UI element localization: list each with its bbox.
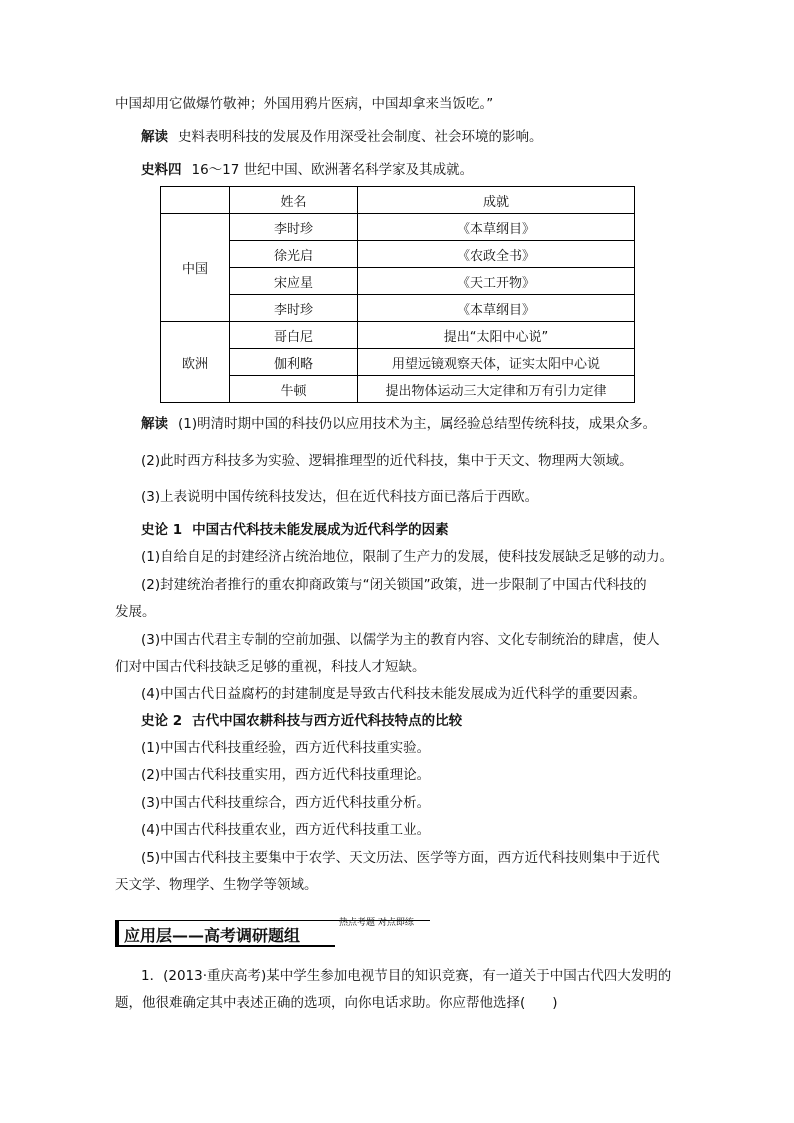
reading-paragraph-1 <box>141 127 543 147</box>
table-header-region <box>161 187 230 214</box>
theory-1-point-2-cont: 发展。 <box>115 604 156 620</box>
theory-1-point-3-cont: 们对中国古代科技缺乏足够的重视，科技人才短缺。 <box>115 659 426 675</box>
table-header-achievement: 成就 <box>358 187 635 214</box>
scientist-name: 宋应星 <box>230 268 358 295</box>
reading-label: 解读 <box>141 416 168 432</box>
theory-2-point-3: (3)中国古代科技重综合，西方近代科技重分析。 <box>141 795 431 811</box>
theory-title: 中国古代科技未能发展成为近代科学的因素 <box>192 522 449 538</box>
theory-1-point-3: (3)中国古代君主专制的空前加强、以儒学为主的教育内容、文化专制统治的肆虐，使人 <box>141 632 660 648</box>
table-header-row <box>161 187 635 214</box>
table-row <box>161 349 635 376</box>
region-cell-europe: 欧洲 <box>161 322 230 403</box>
theory-2-point-4: (4)中国古代科技重农业，西方近代科技重工业。 <box>141 822 431 838</box>
banner-title: 应用层——高考调研题组 <box>124 926 301 945</box>
source-text: 16～17 世纪中国、欧洲著名科学家及其成就。 <box>191 162 474 178</box>
table-row <box>161 376 635 403</box>
reading-text: 史料表明科技的发展及作用深受社会制度、社会环境的影响。 <box>178 129 543 145</box>
theory-label: 史论 1 <box>141 522 183 538</box>
table-row <box>161 295 635 322</box>
theory-2-point-2: (2)中国古代科技重实用，西方近代科技重理论。 <box>141 767 431 783</box>
theory-1-point-2: (2)封建统治者推行的重农抑商政策与“闭关锁国”政策，进一步限制了中国古代科技的 <box>141 577 647 593</box>
theory-2-point-5-cont: 天文学、物理学、生物学等领域。 <box>115 877 318 893</box>
question-1-line-2: 题，他很难确定其中表述正确的选项，向你电话求助。你应帮他选择( ) <box>115 995 558 1011</box>
table-row <box>161 268 635 295</box>
theory-label: 史论 2 <box>141 713 183 729</box>
reading-label: 解读 <box>141 129 168 145</box>
achievement: 用望远镜观察天体，证实太阳中心说 <box>358 349 635 376</box>
banner-bottom-rule <box>115 945 335 947</box>
theory-2-point-1: (1)中国古代科技重经验，西方近代科技重实验。 <box>141 740 431 756</box>
source-label: 史料四 <box>141 162 182 178</box>
table-row <box>161 241 635 268</box>
banner-subtitle: 热点考题 对点即练 <box>339 918 414 928</box>
continued-quote-line: 中国却用它做爆竹敬神；外国用鸦片医病，中国却拿来当饭吃。” <box>115 96 494 112</box>
theory-1-heading <box>141 520 449 540</box>
scientist-name: 徐光启 <box>230 241 358 268</box>
scientist-name: 伽利略 <box>230 349 358 376</box>
question-1-line-1: 1．(2013·重庆高考)某中学生参加电视节目的知识竞赛，有一道关于中国古代四大发明的 <box>141 968 672 984</box>
theory-1-point-4: (4)中国古代日益腐朽的封建制度是导致古代科技未能发展成为近代科学的重要因素。 <box>141 686 647 702</box>
achievement: 提出“太阳中心说” <box>358 322 635 349</box>
theory-1-point-1: (1)自给自足的封建经济占统治地位，限制了生产力的发展，使科技发展缺乏足够的动力。 <box>141 549 674 565</box>
reading-text: (1)明清时期中国的科技仍以应用技术为主，属经验总结型传统科技，成果众多。 <box>178 416 657 432</box>
theory-title: 古代中国农耕科技与西方近代科技特点的比较 <box>192 713 463 729</box>
source-4-caption <box>141 160 473 180</box>
achievement: 《本草纲目》 <box>358 295 635 322</box>
region-cell-china: 中国 <box>161 214 230 322</box>
achievement: 《天工开物》 <box>358 268 635 295</box>
scientist-name: 哥白尼 <box>230 322 358 349</box>
banner-side-bar <box>115 921 119 946</box>
theory-2-point-5: (5)中国古代科技主要集中于农学、天文历法、医学等方面，西方近代科技则集中于近代 <box>141 850 660 866</box>
scientist-name: 牛顿 <box>230 376 358 403</box>
reading-item-2: (2)此时西方科技多为实验、逻辑推理型的近代科技，集中于天文、物理两大领域。 <box>141 453 633 469</box>
achievement: 《本草纲目》 <box>358 214 635 241</box>
reading-item-1 <box>141 414 656 434</box>
scientist-name: 李时珍 <box>230 214 358 241</box>
scientists-table <box>160 186 635 403</box>
reading-item-3: (3)上表说明中国传统科技发达，但在近代科技方面已落后于西欧。 <box>141 489 539 505</box>
table-row <box>161 322 635 349</box>
scientist-name: 李时珍 <box>230 295 358 322</box>
achievement: 《农政全书》 <box>358 241 635 268</box>
theory-2-heading <box>141 711 462 731</box>
table-header-name: 姓名 <box>230 187 358 214</box>
table-row <box>161 214 635 241</box>
achievement: 提出物体运动三大定律和万有引力定律 <box>358 376 635 403</box>
